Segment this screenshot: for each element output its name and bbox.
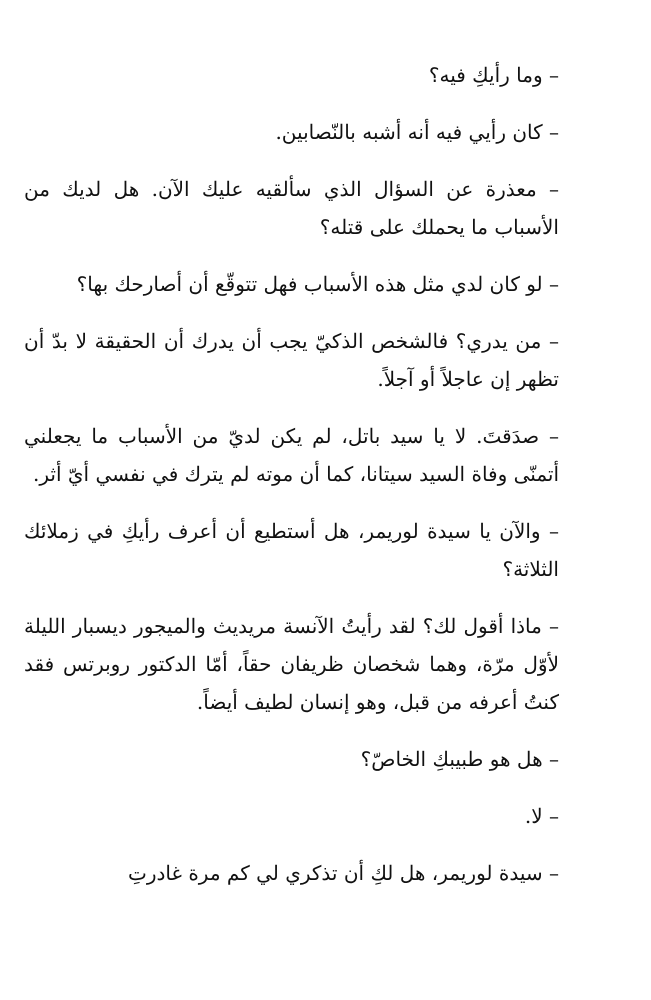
dialogue-paragraph: – هل هو طبيبكِ الخاصّ؟ [360, 747, 559, 771]
dialogue-paragraph: – لو كان لدي مثل هذه الأسباب فهل تتوقّع أن أصارحك بها؟ [76, 272, 559, 296]
dialogue-paragraph: – والآن يا سيدة لوريمر، هل أستطيع أن أعرف رأيكِ في زملائك الثلاثة؟ [24, 519, 559, 581]
dialogue-paragraph: – سيدة لوريمر، هل لكِ أن تذكري لي كم مرة غادرتِ [128, 861, 559, 885]
dialogue-paragraph: – كان رأيي فيه أنه أشبه بالنّصابين. [275, 120, 559, 144]
dialogue-paragraph: – معذرة عن السؤال الذي سألقيه عليك الآن. هل لديك من الأسباب ما يحملك على قتله؟ [24, 177, 559, 239]
dialogue-paragraph: – وما رأيكِ فيه؟ [428, 63, 559, 87]
dialogue-paragraph: – صدَقتَ. لا يا سيد باتل، لم يكن لديّ من الأسباب ما يجعلني أتمنّى وفاة السيد سيتانا، كما أن موته لم يترك في نفسي أيّ أثر. [24, 424, 559, 486]
dialogue-paragraph: – لا. [524, 804, 559, 828]
dialogue-paragraph: – من يدري؟ فالشخص الذكيّ يجب أن يدرك أن الحقيقة لا بدّ أن تظهر إن عاجلاً أو آجلاً. [24, 329, 559, 391]
dialogue-paragraph: – ماذا أقول لك؟ لقد رأيتُ الآنسة مريديث والميجور ديسبار الليلة لأوّل مرّة، وهما شخصان ظريفان حقاً، أمّا الدكتور روبرتس فقد كنتُ أعرفه من قبل، وهو إنسان لطيف أيضاً. [24, 614, 559, 714]
